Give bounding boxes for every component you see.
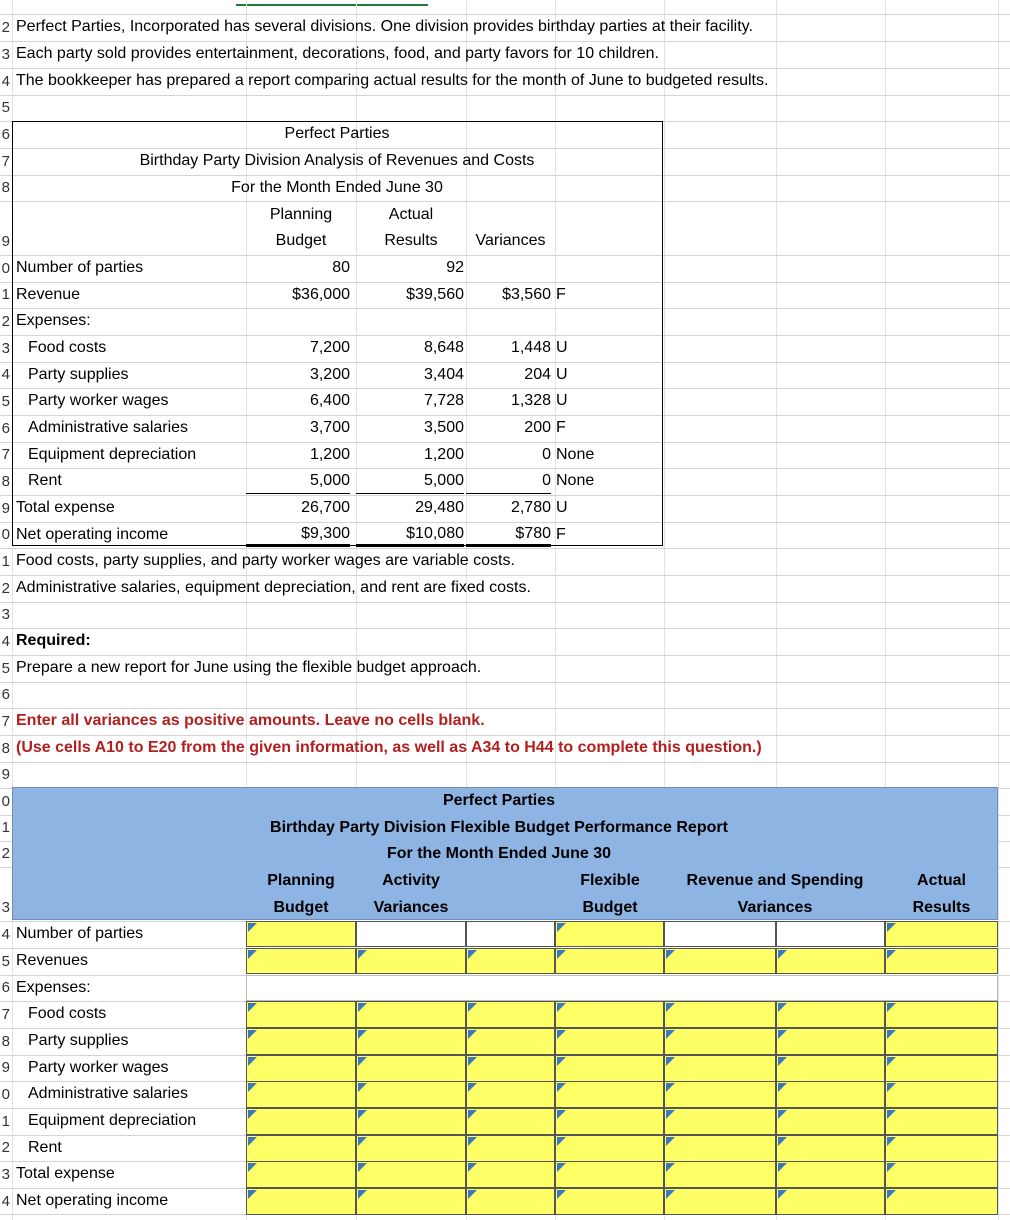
input-indicator-icon <box>666 1190 675 1199</box>
input-indicator-icon <box>358 1137 367 1146</box>
input-cell[interactable] <box>356 1135 466 1162</box>
input-cell[interactable] <box>555 948 664 974</box>
row-gridline <box>0 95 1010 96</box>
row-gridline <box>0 602 1010 603</box>
row-number[interactable]: 1 <box>1 819 10 836</box>
actual-value <box>356 308 464 334</box>
row-number[interactable]: 4 <box>1 926 10 943</box>
input-cell[interactable] <box>246 1081 356 1108</box>
input-cell[interactable] <box>555 1081 664 1108</box>
input-indicator-icon <box>248 1163 257 1172</box>
input-indicator-icon <box>887 923 896 932</box>
flex-col-header-2: Budget <box>273 899 329 916</box>
budget-value: 26,700 <box>301 499 350 516</box>
input-cell[interactable] <box>664 1055 776 1082</box>
row-number[interactable]: 5 <box>1 99 10 116</box>
column-gridline <box>998 0 999 1220</box>
variance-value <box>466 308 551 334</box>
input-indicator-icon <box>557 1003 566 1012</box>
flex-row-label: Total expense <box>16 1165 115 1182</box>
report-row-label: Total expense <box>16 499 115 516</box>
input-indicator-icon <box>468 1057 477 1066</box>
row-number[interactable]: 3 <box>1 340 10 357</box>
input-cell[interactable] <box>246 1135 356 1162</box>
input-cell[interactable] <box>466 1135 555 1162</box>
input-cell[interactable] <box>776 1188 885 1215</box>
input-cell[interactable] <box>356 1081 466 1108</box>
variance-value: 200 <box>524 419 551 436</box>
input-indicator-icon <box>666 950 675 959</box>
input-cell[interactable] <box>356 1001 466 1028</box>
row-number[interactable]: 8 <box>1 179 10 196</box>
input-cell[interactable] <box>885 1028 998 1055</box>
input-cell[interactable] <box>466 1001 555 1028</box>
input-indicator-icon <box>557 1163 566 1172</box>
flex-row-label: Food costs <box>28 1005 107 1022</box>
required-label: Required: <box>16 632 91 649</box>
flex-row-label: Revenues <box>16 952 89 969</box>
budget-value: $36,000 <box>292 286 350 303</box>
flex-col-header: Actual <box>917 872 966 889</box>
row-number[interactable]: 7 <box>1 1006 10 1023</box>
input-cell[interactable] <box>246 1108 356 1135</box>
budget-value: 6,400 <box>309 392 350 409</box>
variance-flag <box>556 255 616 281</box>
input-indicator-icon <box>468 950 477 959</box>
row-number[interactable]: 4 <box>1 73 10 90</box>
instruction-variances: Enter all variances as positive amounts. Leave no cells blank. <box>16 712 485 729</box>
flex-col-header: Revenue and Spending <box>686 872 864 889</box>
input-cell[interactable] <box>885 1188 998 1215</box>
input-indicator-icon <box>666 1163 675 1172</box>
input-indicator-icon <box>358 1003 367 1012</box>
row-number[interactable]: 7 <box>1 153 10 170</box>
input-indicator-icon <box>887 950 896 959</box>
row-number[interactable]: 9 <box>1 1059 10 1076</box>
flex-row-label: Party worker wages <box>28 1059 169 1076</box>
input-indicator-icon <box>778 1190 787 1199</box>
input-indicator-icon <box>248 1110 257 1119</box>
input-cell[interactable] <box>776 948 885 974</box>
input-cell[interactable] <box>776 1081 885 1108</box>
input-cell[interactable] <box>664 1108 776 1135</box>
intro-line-3: The bookkeeper has prepared a report comparing actual results for the month of June to budgeted results. <box>16 72 769 89</box>
row-number[interactable]: 8 <box>1 1033 10 1050</box>
input-indicator-icon <box>248 1083 257 1092</box>
row-number[interactable]: 1 <box>1 286 10 303</box>
report-row-label: Party supplies <box>28 366 129 383</box>
instruction-cells: (Use cells A10 to E20 from the given information, as well as A34 to H44 to complete this question.) <box>16 739 762 756</box>
input-cell[interactable] <box>776 1135 885 1162</box>
input-indicator-icon <box>887 1083 896 1092</box>
variance-value: $780 <box>466 522 551 547</box>
input-cell[interactable] <box>356 1188 466 1215</box>
row-number[interactable]: 2 <box>1 313 10 330</box>
row-number[interactable]: 3 <box>1 606 10 623</box>
input-cell[interactable] <box>885 1055 998 1082</box>
row-number[interactable]: 8 <box>1 473 10 490</box>
row-number[interactable]: 9 <box>1 766 10 783</box>
budget-value: 5,000 <box>246 468 350 494</box>
flex-row-label: Equipment depreciation <box>28 1112 197 1129</box>
blank-cell[interactable] <box>466 921 555 947</box>
budget-value: 3,700 <box>309 419 350 436</box>
row-gridline <box>0 628 1010 629</box>
input-cell[interactable] <box>466 1028 555 1055</box>
note-fixed-costs: Administrative salaries, equipment depreciation, and rent are fixed costs. <box>16 579 531 596</box>
input-indicator-icon <box>557 1137 566 1146</box>
input-cell[interactable] <box>885 1081 998 1108</box>
row-number[interactable]: 9 <box>1 233 10 250</box>
note-variable-costs: Food costs, party supplies, and party worker wages are variable costs. <box>16 552 515 569</box>
variance-flag: F <box>556 286 566 303</box>
input-cell[interactable] <box>246 1161 356 1188</box>
row-number[interactable]: 4 <box>1 366 10 383</box>
flex-row-label: Net operating income <box>16 1192 169 1209</box>
input-indicator-icon <box>887 1030 896 1039</box>
variance-flag: U <box>556 392 568 409</box>
report-row-label: Net operating income <box>16 526 169 543</box>
input-indicator-icon <box>358 1083 367 1092</box>
variance-value <box>466 255 551 281</box>
flex-subtitle: Birthday Party Division Flexible Budget Performance Report <box>270 819 728 836</box>
report-row-label: Food costs <box>28 339 107 356</box>
variance-flag: U <box>556 366 568 383</box>
input-indicator-icon <box>557 1030 566 1039</box>
expenses-blank-row <box>246 975 998 1001</box>
input-cell[interactable] <box>776 1108 885 1135</box>
input-indicator-icon <box>358 1057 367 1066</box>
col-header-planning-2: Budget <box>275 232 327 249</box>
input-cell[interactable] <box>885 1108 998 1135</box>
report-row-label: Revenue <box>16 286 81 303</box>
variance-value: 2,780 <box>510 499 551 516</box>
row-number[interactable]: 2 <box>1 845 10 862</box>
input-indicator-icon <box>887 1137 896 1146</box>
input-cell[interactable] <box>555 1028 664 1055</box>
variance-value: 1,448 <box>510 339 551 356</box>
input-indicator-icon <box>778 950 787 959</box>
input-cell[interactable] <box>555 921 664 947</box>
input-cell[interactable] <box>356 948 466 974</box>
input-cell[interactable] <box>555 1108 664 1135</box>
input-indicator-icon <box>358 950 367 959</box>
row-number[interactable]: 6 <box>1 686 10 703</box>
input-cell[interactable] <box>555 1135 664 1162</box>
row-number[interactable]: 3 <box>1 46 10 63</box>
actual-value: 92 <box>446 259 464 276</box>
input-indicator-icon <box>557 1110 566 1119</box>
row-number[interactable]: 1 <box>1 553 10 570</box>
input-indicator-icon <box>358 1110 367 1119</box>
flex-col-header-2: Results <box>912 899 971 916</box>
intro-line-1: Perfect Parties, Incorporated has several divisions. One division provides birthday parties at their facility. <box>16 18 753 35</box>
flex-row-label: Administrative salaries <box>28 1085 189 1102</box>
flex-col-header-2: Budget <box>582 899 638 916</box>
flex-col-header: Flexible <box>580 872 640 889</box>
input-cell[interactable] <box>664 1135 776 1162</box>
intro-line-2: Each party sold provides entertainment, decorations, food, and party favors for 10 children. <box>16 45 660 62</box>
input-indicator-icon <box>887 1190 896 1199</box>
report-title: Perfect Parties <box>284 125 390 142</box>
flex-row-label: Party supplies <box>28 1032 129 1049</box>
input-cell[interactable] <box>664 1081 776 1108</box>
active-cell-marker <box>236 0 428 6</box>
budget-value: 1,200 <box>309 446 350 463</box>
input-indicator-icon <box>557 1083 566 1092</box>
input-indicator-icon <box>248 1030 257 1039</box>
input-indicator-icon <box>468 1110 477 1119</box>
input-indicator-icon <box>778 1003 787 1012</box>
input-cell[interactable] <box>776 1028 885 1055</box>
input-indicator-icon <box>468 1083 477 1092</box>
row-number[interactable]: 1 <box>1 1113 10 1130</box>
variance-value: 1,328 <box>510 392 551 409</box>
row-number[interactable]: 7 <box>1 713 10 730</box>
input-cell[interactable] <box>885 1161 998 1188</box>
input-cell[interactable] <box>246 1028 356 1055</box>
variance-flag: F <box>556 526 566 543</box>
input-indicator-icon <box>666 1057 675 1066</box>
input-indicator-icon <box>666 1083 675 1092</box>
input-indicator-icon <box>468 1163 477 1172</box>
input-indicator-icon <box>248 950 257 959</box>
report-row-label: Expenses: <box>16 312 91 329</box>
input-cell[interactable] <box>664 1188 776 1215</box>
row-number[interactable]: 6 <box>1 420 10 437</box>
input-indicator-icon <box>778 1030 787 1039</box>
budget-value: 80 <box>332 259 350 276</box>
variance-flag <box>556 308 616 334</box>
row-number[interactable]: 8 <box>1 740 10 757</box>
row-number[interactable]: 0 <box>1 260 10 277</box>
blank-cell[interactable] <box>356 921 466 947</box>
input-indicator-icon <box>778 1110 787 1119</box>
input-cell[interactable] <box>555 1001 664 1028</box>
flex-col-header: Planning <box>267 872 335 889</box>
input-cell[interactable] <box>466 1188 555 1215</box>
flex-col-header-2: Variances <box>373 899 449 916</box>
flex-row-label: Number of parties <box>16 925 144 942</box>
actual-value: 7,728 <box>423 392 464 409</box>
row-number[interactable]: 4 <box>1 633 10 650</box>
input-cell[interactable] <box>466 1055 555 1082</box>
input-indicator-icon <box>248 1057 257 1066</box>
input-indicator-icon <box>557 950 566 959</box>
row-number[interactable]: 2 <box>1 19 10 36</box>
input-cell[interactable] <box>776 1161 885 1188</box>
variance-value: $3,560 <box>502 286 551 303</box>
blank-cell[interactable] <box>776 921 885 947</box>
input-cell[interactable] <box>246 948 356 974</box>
input-indicator-icon <box>557 1057 566 1066</box>
row-number[interactable]: 5 <box>1 953 10 970</box>
input-indicator-icon <box>666 1030 675 1039</box>
input-cell[interactable] <box>246 1055 356 1082</box>
blank-cell[interactable] <box>664 921 776 947</box>
variance-flag: U <box>556 499 568 516</box>
input-cell[interactable] <box>885 1135 998 1162</box>
input-indicator-icon <box>887 1003 896 1012</box>
input-cell[interactable] <box>356 1055 466 1082</box>
input-cell[interactable] <box>885 921 998 947</box>
input-cell[interactable] <box>356 1108 466 1135</box>
actual-value: 8,648 <box>423 339 464 356</box>
input-cell[interactable] <box>466 1108 555 1135</box>
input-indicator-icon <box>666 1003 675 1012</box>
row-number[interactable]: 0 <box>1 793 10 810</box>
row-number[interactable]: 4 <box>1 1193 10 1210</box>
col-header-actual-2: Results <box>384 232 438 249</box>
input-indicator-icon <box>248 1003 257 1012</box>
report-row-label: Administrative salaries <box>28 419 189 436</box>
input-cell[interactable] <box>776 1055 885 1082</box>
input-cell[interactable] <box>246 1001 356 1028</box>
input-indicator-icon <box>358 1163 367 1172</box>
required-text: Prepare a new report for June using the flexible budget approach. <box>16 659 482 676</box>
input-indicator-icon <box>557 1190 566 1199</box>
actual-value: $39,560 <box>406 286 464 303</box>
variance-value: 204 <box>524 366 551 383</box>
input-cell[interactable] <box>466 1081 555 1108</box>
input-indicator-icon <box>468 1030 477 1039</box>
report-period: For the Month Ended June 30 <box>231 179 443 196</box>
input-indicator-icon <box>887 1163 896 1172</box>
row-number[interactable]: 0 <box>1 1086 10 1103</box>
input-indicator-icon <box>887 1110 896 1119</box>
row-number[interactable]: 5 <box>1 660 10 677</box>
variance-flag: F <box>556 419 566 436</box>
budget-value: $9,300 <box>246 522 350 547</box>
input-cell[interactable] <box>555 1188 664 1215</box>
flex-row-label: Rent <box>28 1139 62 1156</box>
input-cell[interactable] <box>555 1055 664 1082</box>
input-cell[interactable] <box>356 1161 466 1188</box>
input-indicator-icon <box>778 1057 787 1066</box>
report-row-label: Rent <box>28 472 62 489</box>
input-indicator-icon <box>468 1190 477 1199</box>
input-indicator-icon <box>778 1083 787 1092</box>
input-cell[interactable] <box>555 1161 664 1188</box>
input-indicator-icon <box>248 923 257 932</box>
row-number[interactable]: 2 <box>1 1139 10 1156</box>
row-number[interactable]: 2 <box>1 580 10 597</box>
flex-col-header: Activity <box>382 872 440 889</box>
input-cell[interactable] <box>466 1161 555 1188</box>
budget-value: 7,200 <box>309 339 350 356</box>
row-number[interactable]: 5 <box>1 393 10 410</box>
input-indicator-icon <box>248 1137 257 1146</box>
input-indicator-icon <box>358 1190 367 1199</box>
input-cell[interactable] <box>246 1188 356 1215</box>
input-indicator-icon <box>887 1057 896 1066</box>
report-row-label: Equipment depreciation <box>28 446 197 463</box>
row-number[interactable]: 7 <box>1 446 10 463</box>
variance-flag: None <box>556 472 595 489</box>
report-row-label: Number of parties <box>16 259 144 276</box>
input-indicator-icon <box>358 1030 367 1039</box>
actual-value: 29,480 <box>415 499 464 516</box>
actual-value: 3,404 <box>423 366 464 383</box>
col-header-variances: Variances <box>475 232 546 249</box>
input-indicator-icon <box>468 1003 477 1012</box>
actual-value: $10,080 <box>356 522 464 547</box>
flex-title: Perfect Parties <box>442 792 556 809</box>
input-cell[interactable] <box>246 921 356 947</box>
input-indicator-icon <box>666 1110 675 1119</box>
col-header-planning: Planning <box>269 206 333 223</box>
row-number[interactable]: 6 <box>1 979 10 996</box>
report-row-label: Party worker wages <box>28 392 169 409</box>
variance-value: 0 <box>542 446 551 463</box>
input-indicator-icon <box>248 1190 257 1199</box>
budget-value: 3,200 <box>309 366 350 383</box>
report-subtitle: Birthday Party Division Analysis of Revenues and Costs <box>139 152 535 169</box>
variance-flag: None <box>556 446 595 463</box>
input-indicator-icon <box>557 923 566 932</box>
row-gridline <box>0 201 1010 202</box>
row-number[interactable]: 0 <box>1 526 10 543</box>
row-number[interactable]: 9 <box>1 500 10 517</box>
input-cell[interactable] <box>664 1161 776 1188</box>
actual-value: 1,200 <box>423 446 464 463</box>
input-indicator-icon <box>778 1163 787 1172</box>
flex-col-header-2: Variances <box>737 899 813 916</box>
row-number[interactable]: 6 <box>1 126 10 143</box>
flex-row-label: Expenses: <box>16 979 91 996</box>
row-number[interactable]: 3 <box>1 1166 10 1183</box>
input-cell[interactable] <box>356 1028 466 1055</box>
row-number[interactable]: 3 <box>1 899 10 916</box>
variance-value: 0 <box>466 468 551 494</box>
input-cell[interactable] <box>664 1001 776 1028</box>
col-header-actual: Actual <box>388 206 434 223</box>
row-gridline <box>0 682 1010 683</box>
input-indicator-icon <box>778 1137 787 1146</box>
flex-period: For the Month Ended June 30 <box>386 845 611 862</box>
input-cell[interactable] <box>885 948 998 974</box>
input-cell[interactable] <box>885 1001 998 1028</box>
input-cell[interactable] <box>776 1001 885 1028</box>
actual-value: 3,500 <box>423 419 464 436</box>
input-cell[interactable] <box>664 1028 776 1055</box>
input-indicator-icon <box>468 1137 477 1146</box>
variance-flag: U <box>556 339 568 356</box>
input-cell[interactable] <box>664 948 776 974</box>
input-indicator-icon <box>666 1137 675 1146</box>
actual-value: 5,000 <box>356 468 464 494</box>
budget-value <box>246 308 350 334</box>
input-cell[interactable] <box>466 948 555 974</box>
row-gridline <box>0 762 1010 763</box>
